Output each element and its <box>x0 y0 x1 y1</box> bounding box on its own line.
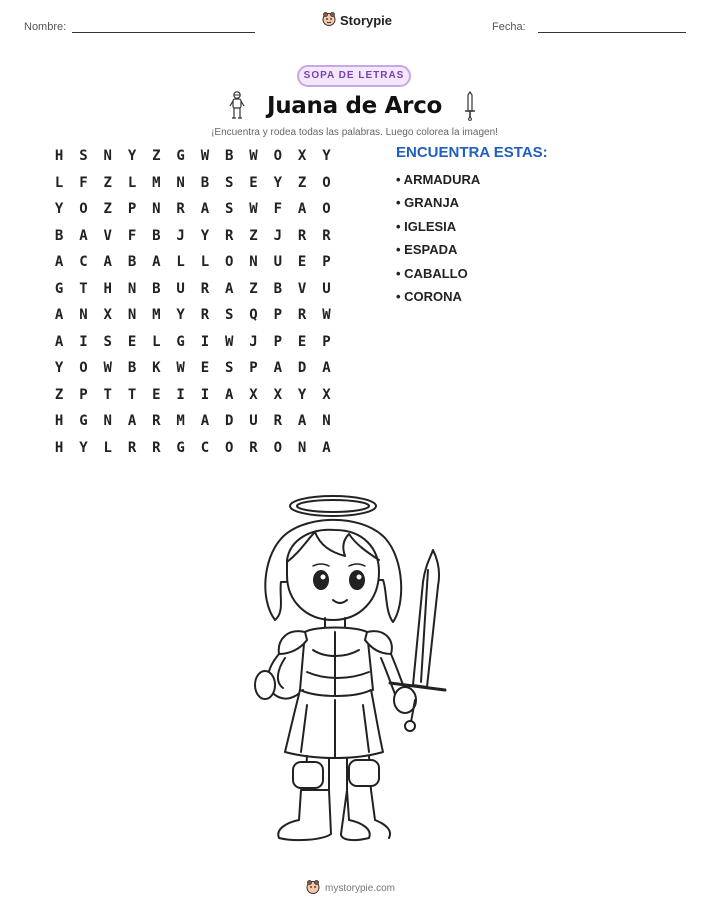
grid-letter[interactable]: J <box>176 227 185 244</box>
grid-letter[interactable]: C <box>200 439 210 456</box>
grid-letter[interactable]: X <box>273 386 283 403</box>
grid-letter[interactable]: R <box>176 201 185 218</box>
word-item: • ESPADA <box>396 242 458 258</box>
grid-letter[interactable]: N <box>249 254 258 271</box>
grid-letter[interactable]: O <box>273 148 283 165</box>
grid-letter[interactable]: I <box>176 386 185 403</box>
grid-letter[interactable]: P <box>79 386 88 403</box>
grid-letter[interactable]: Y <box>127 148 137 165</box>
grid-letter[interactable]: A <box>297 201 307 218</box>
grid-letter[interactable]: N <box>152 201 161 218</box>
grid-letter[interactable]: I <box>200 333 210 350</box>
grid-letter[interactable]: N <box>322 413 331 430</box>
word-item: • IGLESIA <box>396 218 457 234</box>
grid-letter[interactable]: G <box>79 413 88 430</box>
grid-letter[interactable]: F <box>127 227 137 244</box>
grid-letter[interactable]: A <box>200 201 210 218</box>
word-item: • CORONA <box>396 288 462 304</box>
grid-letter[interactable]: R <box>152 413 161 430</box>
grid-letter[interactable]: A <box>225 386 234 403</box>
word-search-grid <box>47 143 339 461</box>
grid-letter[interactable]: G <box>176 148 185 165</box>
grid-letter[interactable]: O <box>273 439 283 456</box>
grid-letter[interactable]: T <box>127 386 137 403</box>
instructions: ¡Encuentra y rodea todas las palabras. Luego colorea la imagen! <box>211 127 498 138</box>
grid-letter[interactable]: U <box>176 280 185 297</box>
grid-letter[interactable]: G <box>176 439 185 456</box>
grid-letter[interactable]: E <box>152 386 161 403</box>
grid-letter[interactable]: O <box>225 439 234 456</box>
grid-letter[interactable]: A <box>54 307 64 324</box>
grid-letter[interactable]: N <box>127 280 137 297</box>
grid-letter[interactable]: D <box>297 360 307 377</box>
grid-letter[interactable]: A <box>54 254 64 271</box>
grid-letter[interactable]: A <box>127 413 137 430</box>
grid-letter[interactable]: X <box>322 386 331 403</box>
grid-letter[interactable]: Z <box>249 227 258 244</box>
grid-letter[interactable]: O <box>225 254 234 271</box>
grid-letter[interactable]: O <box>322 201 331 218</box>
brand-name: Storypie <box>340 13 393 28</box>
date-label: Fecha: <box>492 21 526 33</box>
footer-url[interactable]: mystorypie.com <box>325 883 396 894</box>
grid-letter[interactable]: A <box>54 333 64 350</box>
grid-letter[interactable]: X <box>297 148 307 165</box>
grid-letter[interactable]: P <box>273 333 283 350</box>
name-label: Nombre: <box>24 21 67 33</box>
grid-letter[interactable]: F <box>273 201 283 218</box>
word-item: • GRANJA <box>396 195 460 211</box>
grid-letter[interactable]: B <box>273 280 283 297</box>
grid-letter[interactable]: Z <box>103 174 112 191</box>
grid-letter[interactable]: B <box>200 174 210 191</box>
grid-letter[interactable]: E <box>297 333 307 350</box>
storypie-brand <box>322 12 392 29</box>
grid-letter[interactable]: V <box>103 227 112 244</box>
grid-letter[interactable]: I <box>200 386 210 403</box>
grid-letter[interactable]: J <box>273 227 283 244</box>
grid-letter[interactable]: S <box>79 148 88 165</box>
grid-letter[interactable]: L <box>200 254 210 271</box>
grid-letter[interactable]: R <box>273 413 283 430</box>
grid-letter[interactable]: Y <box>200 227 210 244</box>
footer <box>306 880 395 897</box>
grid-letter[interactable]: N <box>103 148 112 165</box>
joan-of-arc-coloring-illustration[interactable] <box>245 490 455 855</box>
date-line[interactable] <box>538 32 686 33</box>
grid-letter[interactable]: B <box>54 227 64 244</box>
grid-letter[interactable]: M <box>152 174 161 191</box>
grid-letter[interactable]: R <box>249 439 258 456</box>
grid-letter[interactable]: Y <box>79 439 88 456</box>
activity-badge: SOPA DE LETRAS <box>297 65 411 87</box>
grid-letter[interactable]: X <box>249 386 258 403</box>
grid-letter[interactable]: U <box>249 413 258 430</box>
grid-letter[interactable]: A <box>79 227 88 244</box>
grid-letter[interactable]: H <box>54 148 64 165</box>
grid-letter[interactable]: A <box>152 254 161 271</box>
grid-letter[interactable]: U <box>273 254 283 271</box>
grid-letter[interactable]: H <box>54 439 64 456</box>
grid-letter[interactable]: H <box>54 413 64 430</box>
grid-letter[interactable]: L <box>103 439 112 456</box>
grid-letter[interactable]: R <box>225 227 234 244</box>
grid-letter[interactable]: L <box>127 174 137 191</box>
page-title: Juana de Arco <box>266 93 443 119</box>
grid-letter[interactable]: S <box>103 333 112 350</box>
grid-letter[interactable]: R <box>200 280 210 297</box>
grid-letter[interactable]: E <box>297 254 307 271</box>
grid-letter[interactable]: D <box>225 413 234 430</box>
grid-letter[interactable]: O <box>322 174 331 191</box>
word-list-title: ENCUENTRA ESTAS: <box>396 144 548 161</box>
grid-letter[interactable]: V <box>297 280 307 297</box>
grid-letter[interactable]: S <box>225 201 234 218</box>
grid-letter[interactable]: P <box>127 201 137 218</box>
grid-letter[interactable]: A <box>322 360 331 377</box>
grid-letter[interactable]: A <box>297 413 307 430</box>
grid-letter[interactable]: R <box>297 227 307 244</box>
grid-letter[interactable]: Z <box>297 174 307 191</box>
grid-letter[interactable]: B <box>127 360 137 377</box>
grid-letter[interactable]: U <box>322 280 331 297</box>
grid-letter[interactable]: R <box>322 227 331 244</box>
grid-letter[interactable]: Y <box>273 174 283 191</box>
grid-letter[interactable]: X <box>103 307 112 324</box>
grid-letter[interactable]: R <box>297 307 307 324</box>
storypie-logo-icon <box>322 12 336 29</box>
grid-letter[interactable]: P <box>322 254 331 271</box>
grid-letter[interactable]: E <box>249 174 258 191</box>
grid-letter[interactable]: B <box>225 148 234 165</box>
grid-letter[interactable]: W <box>176 360 185 377</box>
grid-letter[interactable]: Y <box>322 148 331 165</box>
grid-letter[interactable]: A <box>103 254 112 271</box>
grid-letter[interactable]: M <box>152 307 161 324</box>
grid-letter[interactable]: B <box>152 280 161 297</box>
grid-letter[interactable]: F <box>79 174 88 191</box>
grid-letter[interactable]: T <box>79 280 88 297</box>
grid-letter[interactable]: A <box>322 439 331 456</box>
grid-letter[interactable]: W <box>322 307 331 324</box>
grid-letter[interactable]: M <box>176 413 185 430</box>
grid-letter[interactable]: W <box>225 333 234 350</box>
grid-letter[interactable]: O <box>79 201 88 218</box>
grid-letter[interactable]: L <box>54 174 64 191</box>
grid-letter[interactable]: Z <box>249 280 258 297</box>
grid-letter[interactable]: Z <box>152 148 161 165</box>
grid-letter[interactable]: Q <box>249 307 258 324</box>
word-item: • CABALLO <box>396 265 468 281</box>
grid-letter[interactable]: Y <box>176 307 185 324</box>
grid-letter[interactable]: J <box>249 333 258 350</box>
grid-letter[interactable]: R <box>152 439 161 456</box>
grid-letter[interactable]: I <box>79 333 88 350</box>
grid-letter[interactable]: A <box>273 360 283 377</box>
grid-letter[interactable]: S <box>225 307 234 324</box>
grid-letter[interactable]: W <box>249 148 258 165</box>
grid-letter[interactable]: A <box>225 280 234 297</box>
grid-letter[interactable]: Z <box>54 386 64 403</box>
grid-letter[interactable]: W <box>249 201 258 218</box>
grid-letter[interactable]: E <box>127 333 137 350</box>
grid-letter[interactable]: K <box>152 360 161 377</box>
grid-letter[interactable]: T <box>103 386 112 403</box>
grid-letter[interactable]: N <box>297 439 307 456</box>
storypie-logo-icon <box>306 880 320 897</box>
grid-letter[interactable]: Y <box>54 201 64 218</box>
grid-letter[interactable]: B <box>152 227 161 244</box>
grid-letter[interactable]: R <box>127 439 137 456</box>
grid-letter[interactable]: P <box>249 360 258 377</box>
grid-letter[interactable]: S <box>225 174 234 191</box>
grid-letter[interactable]: Y <box>54 360 64 377</box>
sword-icon <box>463 91 477 126</box>
grid-letter[interactable]: G <box>176 333 185 350</box>
word-item: • ARMADURA <box>396 172 481 187</box>
grid-letter[interactable]: N <box>127 307 137 324</box>
grid-letter[interactable]: N <box>176 174 185 191</box>
grid-letter[interactable]: L <box>152 333 161 350</box>
name-line[interactable] <box>72 32 255 33</box>
grid-letter[interactable]: S <box>225 360 234 377</box>
grid-letter[interactable]: P <box>322 333 331 350</box>
grid-letter[interactable]: E <box>200 360 210 377</box>
grid-letter[interactable]: H <box>103 280 112 297</box>
grid-letter[interactable]: P <box>273 307 283 324</box>
grid-letter[interactable]: W <box>200 148 210 165</box>
grid-letter[interactable]: W <box>103 360 112 377</box>
word-list <box>396 171 480 311</box>
grid-letter[interactable]: L <box>176 254 185 271</box>
grid-letter[interactable]: B <box>127 254 137 271</box>
grid-letter[interactable]: N <box>79 307 88 324</box>
grid-letter[interactable]: N <box>103 413 112 430</box>
grid-letter[interactable]: Z <box>103 201 112 218</box>
grid-letter[interactable]: A <box>200 413 210 430</box>
grid-letter[interactable]: G <box>54 280 64 297</box>
grid-letter[interactable]: O <box>79 360 88 377</box>
grid-letter[interactable]: R <box>200 307 210 324</box>
grid-letter[interactable]: Y <box>297 386 307 403</box>
grid-letter[interactable]: C <box>79 254 88 271</box>
